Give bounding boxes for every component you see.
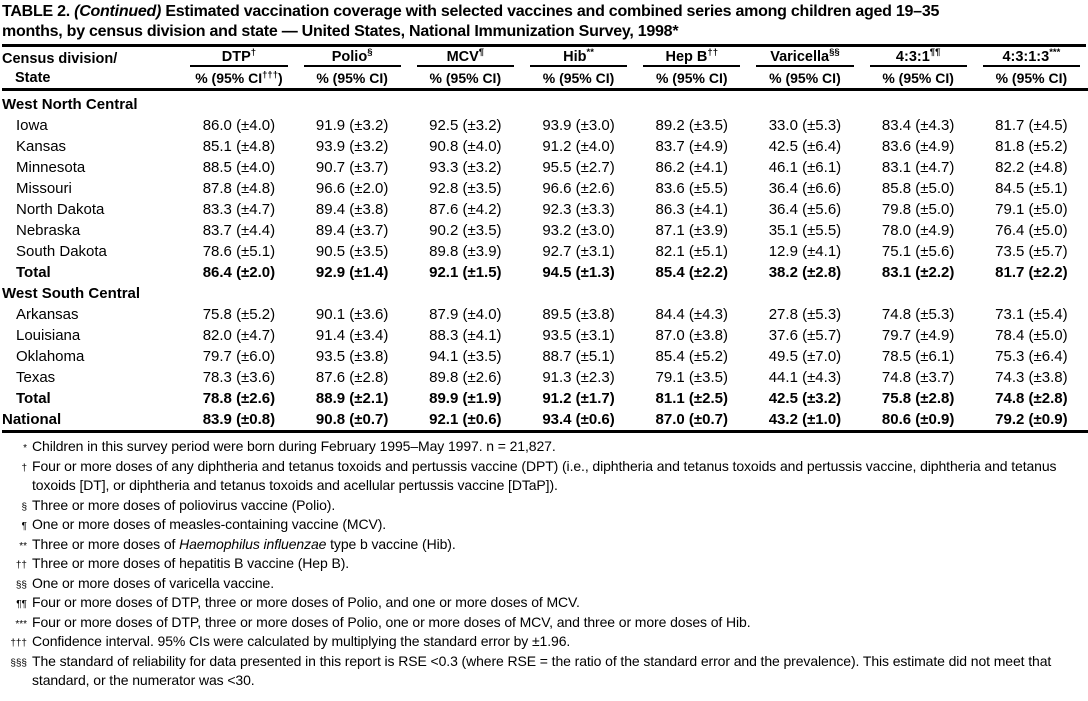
- state-name: Total: [16, 390, 51, 407]
- column-header: [635, 48, 748, 67]
- ci-label: % (95% CI: [195, 69, 263, 86]
- state-name: Iowa: [16, 117, 48, 134]
- table-title: [2, 2, 1086, 42]
- corner-header-line2: State: [2, 67, 182, 90]
- footnote: [2, 515, 1086, 535]
- table-row: [2, 157, 1088, 178]
- value-cell: 87.9 (±4.0): [429, 306, 502, 323]
- value-cell: 89.2 (±3.5): [655, 117, 728, 134]
- table-row: [2, 367, 1088, 388]
- ci-label-close: ): [277, 69, 283, 86]
- ci-header: [635, 67, 748, 90]
- footnote-text: Four or more doses of any diphtheria and tetanus toxoids and pertussis vaccine (DPT) (i.e., diphtheria and tetanus toxoids and pertussis vaccine, diphtheria and tetanus toxoids [DT], or diphtheria and tetanus toxoids and acellular pertussis vaccine [DTaP]).: [32, 457, 1057, 493]
- footnote-marker: †: [21, 462, 27, 474]
- value-cell: 81.7 (±4.5): [995, 117, 1068, 134]
- ci-label: % (95% CI: [542, 69, 610, 86]
- column-footnote-marker: **: [586, 47, 594, 59]
- title-table-number: TABLE 2.: [2, 3, 75, 20]
- state-name: North Dakota: [16, 201, 105, 218]
- footnote-text: Three or more doses of hepatitis B vaccine (Hep B).: [32, 555, 350, 571]
- column-footnote-marker: †: [250, 47, 257, 59]
- value-cell: 92.3 (±3.3): [542, 201, 615, 218]
- value-cell: 78.6 (±5.1): [202, 243, 276, 260]
- table-body: [2, 90, 1088, 432]
- table-row: [2, 304, 1088, 325]
- value-cell: 94.1 (±3.5): [429, 348, 502, 365]
- ci-header: [182, 67, 295, 90]
- column-label: DTP: [221, 49, 251, 65]
- table-row: [2, 346, 1088, 367]
- footnote: [2, 632, 1086, 652]
- value-cell: 79.2 (±0.9): [975, 409, 1088, 432]
- value-cell: 83.1 (±4.7): [881, 159, 955, 176]
- value-cell: 91.3 (±2.3): [542, 369, 615, 386]
- state-name: Texas: [16, 369, 56, 386]
- value-cell: 46.1 (±6.1): [768, 159, 842, 176]
- footnote-marker: **: [19, 540, 27, 552]
- ci-label-close: ): [949, 69, 954, 86]
- value-cell: 91.2 (±1.7): [542, 390, 615, 407]
- top-rule: [2, 44, 1086, 47]
- footnote-marker: †††: [10, 638, 27, 649]
- value-cell: 91.4 (±3.4): [315, 327, 389, 344]
- ci-header: [409, 67, 522, 90]
- column-label: 4:3:1: [895, 49, 930, 65]
- value-cell: 36.4 (±5.6): [768, 201, 842, 218]
- value-cell: 84.5 (±5.1): [995, 180, 1068, 197]
- value-cell: 75.8 (±2.8): [881, 390, 955, 407]
- value-cell: 78.0 (±4.9): [881, 222, 955, 239]
- value-cell: 85.4 (±5.2): [655, 348, 728, 365]
- footnote: [2, 457, 1086, 496]
- value-cell: 87.0 (±0.7): [635, 409, 748, 432]
- value-cell: 93.3 (±3.2): [429, 159, 502, 176]
- value-cell: 92.8 (±3.5): [429, 180, 502, 197]
- section-header: West South Central: [2, 285, 141, 302]
- column-header-underline: [756, 48, 853, 67]
- column-header-underline: [530, 48, 627, 67]
- footnote-text: One or more doses of varicella vaccine.: [32, 574, 274, 591]
- section-header: West North Central: [2, 96, 138, 113]
- value-cell: 81.8 (±5.2): [995, 138, 1068, 155]
- footnote-marker: *: [23, 443, 27, 454]
- value-cell: 87.1 (±3.9): [655, 222, 728, 239]
- value-cell: 12.9 (±4.1): [768, 243, 842, 260]
- state-name: South Dakota: [16, 243, 107, 260]
- value-cell: 35.1 (±5.5): [768, 222, 842, 239]
- column-footnote-marker: ¶¶: [929, 47, 941, 59]
- value-cell: 75.1 (±5.6): [881, 243, 955, 260]
- column-header: [296, 48, 409, 67]
- footnotes-list: [2, 437, 1086, 691]
- column-header-underline: [643, 48, 740, 67]
- table-row: [2, 136, 1088, 157]
- value-cell: 88.7 (±5.1): [542, 348, 615, 365]
- column-footnote-marker: ††: [707, 47, 718, 59]
- value-cell: 89.5 (±3.8): [542, 306, 615, 323]
- value-cell: 89.4 (±3.7): [315, 222, 389, 239]
- value-cell: 79.8 (±5.0): [881, 201, 955, 218]
- value-cell: 83.3 (±4.7): [202, 201, 276, 218]
- column-header: [748, 48, 861, 67]
- value-cell: 43.2 (±1.0): [748, 409, 861, 432]
- value-cell: 88.3 (±4.1): [429, 327, 502, 344]
- value-cell: 27.8 (±5.3): [768, 306, 842, 323]
- column-label: Hib: [563, 49, 587, 65]
- column-label: Varicella: [770, 49, 830, 65]
- table-row: [2, 241, 1088, 262]
- value-cell: 74.8 (±5.3): [881, 306, 955, 323]
- column-label: 4:3:1:3: [1002, 49, 1050, 65]
- footnote-text: One or more doses of measles-containing vaccine (MCV).: [32, 516, 387, 532]
- state-name: Minnesota: [16, 159, 86, 176]
- footnote-text: Four or more doses of DTP, three or more doses of Polio, and one or more doses of MCV.: [32, 594, 580, 610]
- state-name: Oklahoma: [16, 348, 85, 365]
- state-name: Missouri: [16, 180, 72, 197]
- value-cell: 83.4 (±4.3): [881, 117, 955, 134]
- table-row: [2, 325, 1088, 346]
- value-cell: 89.9 (±1.9): [429, 390, 502, 407]
- value-cell: 94.5 (±1.3): [542, 264, 615, 281]
- table-row: [2, 220, 1088, 241]
- footnote-marker: ††: [15, 560, 27, 571]
- value-cell: 81.7 (±2.2): [995, 264, 1068, 281]
- ci-label-close: ): [1062, 69, 1068, 86]
- column-header: [975, 48, 1088, 67]
- value-cell: 75.8 (±5.2): [202, 306, 276, 323]
- section-row: [2, 90, 1088, 116]
- value-cell: 74.8 (±2.8): [995, 390, 1068, 407]
- value-cell: 79.7 (±6.0): [202, 348, 276, 365]
- ci-footnote-marker: †††: [262, 68, 278, 80]
- footnote: [2, 437, 1086, 457]
- footnote-marker: §§: [15, 579, 27, 591]
- column-header-underline: [304, 48, 401, 67]
- title-text: Estimated vaccination coverage with selected vaccines and combined series among children aged 19–35: [161, 3, 940, 20]
- value-cell: 73.5 (±5.7): [995, 243, 1068, 260]
- value-cell: 91.2 (±4.0): [542, 138, 615, 155]
- column-label: Hep B: [665, 49, 708, 65]
- ci-label: % (95% CI: [655, 69, 723, 86]
- value-cell: 92.5 (±3.2): [429, 117, 502, 134]
- value-cell: 83.6 (±5.5): [655, 180, 728, 197]
- value-cell: 83.1 (±2.2): [881, 264, 955, 281]
- column-label: MCV: [446, 49, 479, 65]
- table-row: [2, 178, 1088, 199]
- ci-label: % (95% CI: [882, 69, 950, 86]
- column-label: Polio: [331, 49, 368, 65]
- value-cell: 93.5 (±3.1): [542, 327, 615, 344]
- column-header: [182, 48, 295, 67]
- value-cell: 38.2 (±2.8): [768, 264, 842, 281]
- state-name: Arkansas: [16, 306, 79, 323]
- value-cell: 89.4 (±3.8): [315, 201, 389, 218]
- value-cell: 85.4 (±2.2): [655, 264, 728, 281]
- value-cell: 82.2 (±4.8): [995, 159, 1068, 176]
- value-cell: 92.1 (±1.5): [429, 264, 502, 281]
- value-cell: 87.6 (±2.8): [315, 369, 389, 386]
- value-cell: 89.8 (±3.9): [429, 243, 502, 260]
- value-cell: 81.1 (±2.5): [655, 390, 728, 407]
- footnote: [2, 496, 1086, 516]
- value-cell: 93.2 (±3.0): [542, 222, 615, 239]
- corner-header-line1: Census division/: [2, 51, 118, 67]
- title-continued: (Continued): [74, 3, 162, 20]
- value-cell: 88.9 (±2.1): [315, 390, 389, 407]
- state-name: Nebraska: [16, 222, 81, 239]
- value-cell: 49.5 (±7.0): [768, 348, 842, 365]
- value-cell: 83.7 (±4.4): [202, 222, 276, 239]
- vaccination-coverage-table: [2, 48, 1088, 433]
- value-cell: 93.9 (±3.0): [542, 117, 615, 134]
- value-cell: 92.1 (±0.6): [409, 409, 522, 432]
- value-cell: 87.8 (±4.8): [202, 180, 276, 197]
- value-cell: 90.8 (±4.0): [429, 138, 502, 155]
- value-cell: 78.5 (±6.1): [881, 348, 955, 365]
- value-cell: 78.3 (±3.6): [202, 369, 276, 386]
- ci-label-close: ): [496, 69, 502, 86]
- value-cell: 78.4 (±5.0): [995, 327, 1068, 344]
- title-line-2: months, by census division and state — United States, National Immunization Survey, 1998*: [2, 23, 679, 40]
- footnote-text-italic: Haemophilus influenzae: [179, 535, 327, 552]
- footnote-marker: ¶: [21, 521, 27, 532]
- value-cell: 42.5 (±6.4): [768, 138, 842, 155]
- value-cell: 78.8 (±2.6): [202, 390, 276, 407]
- value-cell: 90.1 (±3.6): [315, 306, 389, 323]
- value-cell: 90.5 (±3.5): [315, 243, 389, 260]
- column-header: [522, 48, 635, 67]
- value-cell: 88.5 (±4.0): [202, 159, 276, 176]
- value-cell: 74.8 (±3.7): [881, 369, 955, 386]
- footnote-text: Three or more doses of poliovirus vaccine (Polio).: [32, 496, 336, 513]
- ci-label-close: ): [836, 69, 841, 86]
- ci-header: [975, 67, 1088, 90]
- footnote-marker: ***: [15, 618, 27, 630]
- national-row: [2, 409, 1088, 432]
- value-cell: 83.6 (±4.9): [881, 138, 955, 155]
- value-cell: 90.7 (±3.7): [315, 159, 389, 176]
- value-cell: 83.9 (±0.8): [182, 409, 295, 432]
- ci-label-close: ): [383, 69, 388, 86]
- column-footnote-marker: §: [367, 47, 373, 59]
- column-header-underline: [870, 48, 967, 67]
- section-row: [2, 283, 1088, 304]
- ci-label-close: ): [722, 69, 728, 86]
- value-cell: 86.3 (±4.1): [655, 201, 728, 218]
- value-cell: 91.9 (±3.2): [315, 117, 389, 134]
- value-cell: 86.0 (±4.0): [202, 117, 276, 134]
- ci-header: [862, 67, 975, 90]
- state-name: Louisiana: [16, 327, 81, 344]
- column-header: [862, 48, 975, 67]
- value-cell: 93.9 (±3.2): [315, 138, 389, 155]
- state-name: Kansas: [16, 138, 67, 155]
- column-footnote-marker: §§: [829, 47, 840, 59]
- column-header-underline: [983, 48, 1080, 67]
- value-cell: 93.5 (±3.8): [315, 348, 389, 365]
- column-footnote-marker: ***: [1049, 47, 1061, 59]
- value-cell: 74.3 (±3.8): [995, 369, 1068, 386]
- value-cell: 42.5 (±3.2): [768, 390, 842, 407]
- column-header-underline: [190, 48, 287, 67]
- national-label: National: [2, 409, 182, 432]
- value-cell: 84.4 (±4.3): [655, 306, 728, 323]
- value-cell: 92.9 (±1.4): [315, 264, 389, 281]
- column-header-underline: [417, 48, 514, 67]
- value-cell: 79.1 (±5.0): [995, 201, 1068, 218]
- footnote-marker: §§§: [10, 657, 27, 669]
- value-cell: 36.4 (±6.6): [768, 180, 842, 197]
- value-cell: 86.4 (±2.0): [202, 264, 276, 281]
- value-cell: 90.2 (±3.5): [429, 222, 502, 239]
- state-name: Total: [16, 264, 51, 281]
- ci-label: % (95% CI: [429, 69, 497, 86]
- table-row: [2, 262, 1088, 283]
- value-cell: 83.7 (±4.9): [655, 138, 728, 155]
- footnote-text: The standard of reliability for data presented in this report is RSE <0.3 (where RSE = the ratio of the standard error and the prevalence). This estimate did not meet that standard, or the numerator was <30.: [32, 652, 1052, 688]
- value-cell: 79.1 (±3.5): [655, 369, 728, 386]
- value-cell: 85.8 (±5.0): [881, 180, 955, 197]
- footnote-text: Three or more doses of: [32, 535, 180, 552]
- column-footnote-marker: ¶: [478, 47, 485, 59]
- value-cell: 95.5 (±2.7): [542, 159, 615, 176]
- footnote: [2, 554, 1086, 574]
- footnote: [2, 613, 1086, 633]
- footnote-text-end: type b vaccine (Hib).: [326, 535, 456, 552]
- footnote-marker: ¶¶: [16, 599, 27, 610]
- value-cell: 75.3 (±6.4): [995, 348, 1068, 365]
- value-cell: 96.6 (±2.0): [315, 180, 389, 197]
- value-cell: 33.0 (±5.3): [768, 117, 842, 134]
- table-row: [2, 199, 1088, 220]
- title-line-1: [2, 2, 1086, 22]
- ci-header: [522, 67, 635, 90]
- header-row-top: [2, 48, 1088, 67]
- footnote-text: Children in this survey period were born during February 1995–May 1997. n = 21,827.: [32, 438, 556, 454]
- value-cell: 96.6 (±2.6): [542, 180, 615, 197]
- footnote-text: Confidence interval. 95% CIs were calculated by multiplying the standard error by ±1.96.: [32, 633, 571, 649]
- value-cell: 85.1 (±4.8): [202, 138, 276, 155]
- ci-header: [296, 67, 409, 90]
- ci-label: % (95% CI: [769, 69, 837, 86]
- footnote: [2, 652, 1086, 691]
- value-cell: 76.4 (±5.0): [995, 222, 1068, 239]
- value-cell: 82.0 (±4.7): [202, 327, 276, 344]
- value-cell: 89.8 (±2.6): [429, 369, 502, 386]
- header-row-sub: [2, 67, 1088, 90]
- value-cell: 92.7 (±3.1): [542, 243, 615, 260]
- footnote: [2, 535, 1086, 555]
- value-cell: 79.7 (±4.9): [881, 327, 955, 344]
- value-cell: 37.6 (±5.7): [768, 327, 842, 344]
- value-cell: 90.8 (±0.7): [296, 409, 409, 432]
- table-row: [2, 115, 1088, 136]
- value-cell: 44.1 (±4.3): [768, 369, 842, 386]
- footnote-text: Four or more doses of DTP, three or more doses of Polio, one or more doses of MCV, and three or more doses of Hib.: [32, 613, 751, 630]
- footnote: [2, 574, 1086, 594]
- ci-label: % (95% CI: [316, 69, 384, 86]
- footnote: [2, 593, 1086, 613]
- value-cell: 87.0 (±3.8): [655, 327, 728, 344]
- column-header: [409, 48, 522, 67]
- ci-label: % (95% CI: [995, 69, 1063, 86]
- ci-header: [748, 67, 861, 90]
- table-row: [2, 388, 1088, 409]
- ci-label-close: ): [609, 69, 615, 86]
- value-cell: 73.1 (±5.4): [995, 306, 1068, 323]
- footnote-marker: §: [21, 501, 27, 513]
- value-cell: 82.1 (±5.1): [655, 243, 728, 260]
- table-head: [2, 48, 1088, 90]
- value-cell: 80.6 (±0.9): [862, 409, 975, 432]
- value-cell: 87.6 (±4.2): [429, 201, 502, 218]
- value-cell: 93.4 (±0.6): [522, 409, 635, 432]
- value-cell: 86.2 (±4.1): [655, 159, 728, 176]
